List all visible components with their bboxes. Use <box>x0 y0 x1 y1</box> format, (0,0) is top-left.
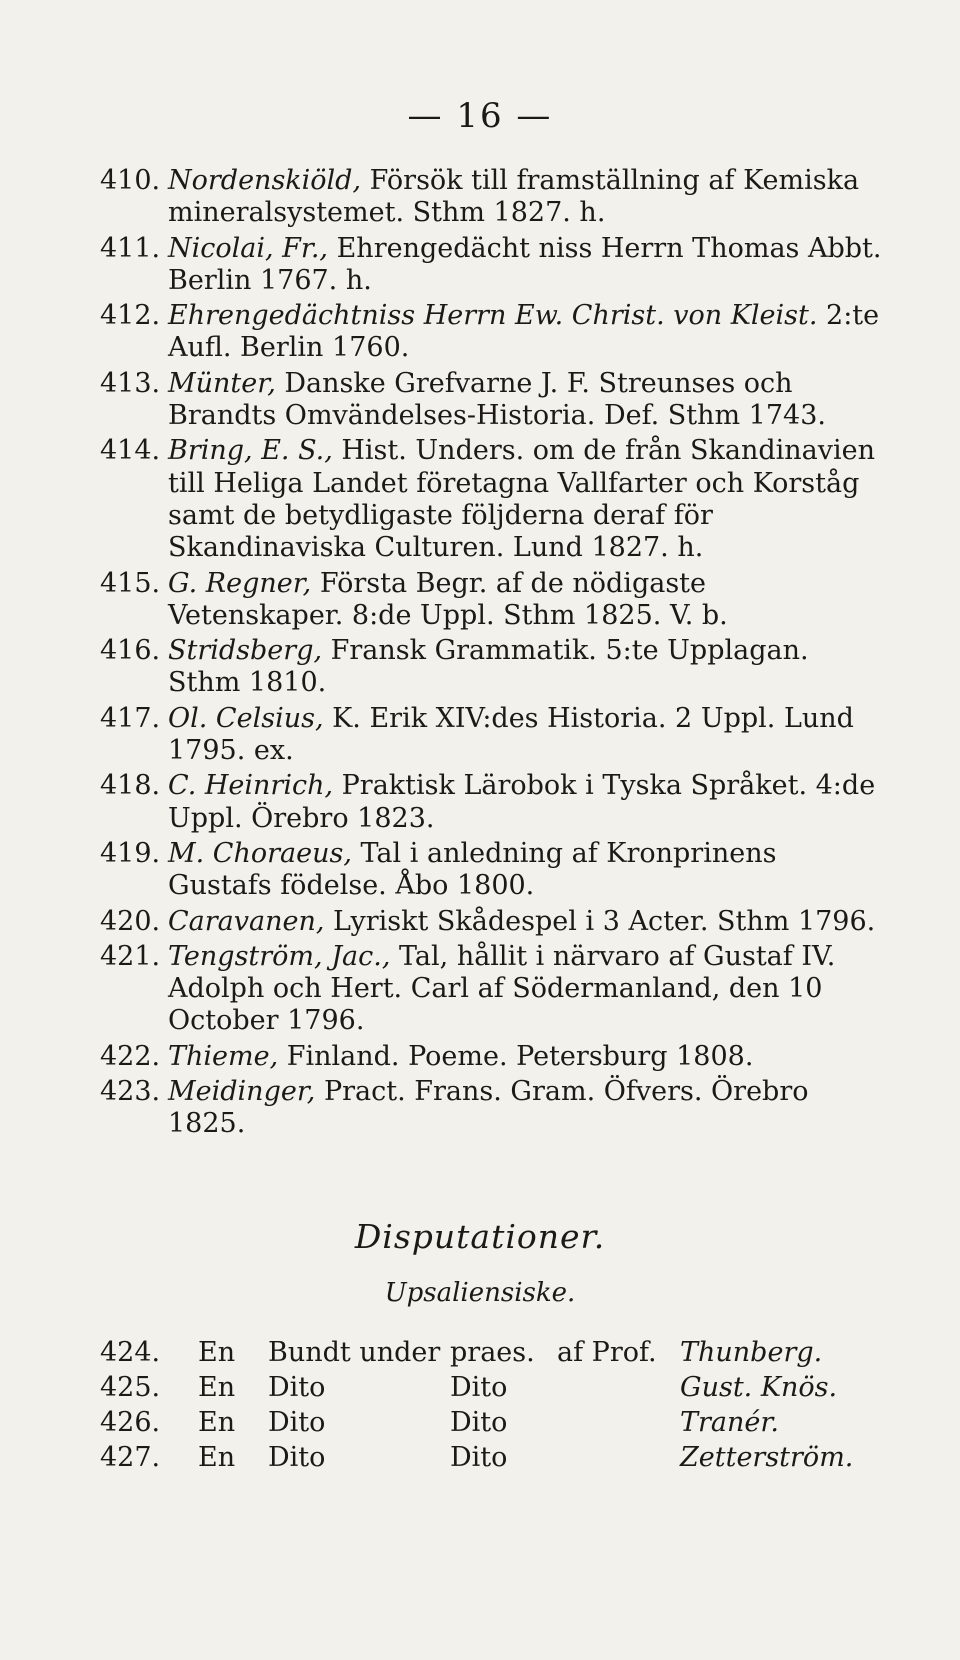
catalog-entry <box>100 1076 888 1141</box>
entry-author: Meidinger, <box>168 1076 316 1108</box>
entry-author: M. Choraeus, <box>168 837 352 869</box>
disputation-c5: Tranér. <box>680 1407 779 1438</box>
entry-text: Praktisk Lärobok i Tyska Språket. 4:de Uppl. Örebro 1823. <box>168 770 876 834</box>
catalog-entry <box>100 435 888 564</box>
entry-number: 422. <box>100 1040 161 1072</box>
catalog-entry <box>100 770 888 835</box>
entry-text: Ehrengedächt niss Herrn Thomas Abbt. Berlin 1767. h. <box>168 232 882 296</box>
entry-author: Tengström, Jac., <box>168 940 391 972</box>
entry-text: Pract. Frans. Gram. Öfvers. Örebro 1825. <box>168 1076 809 1140</box>
entry-text: Finland. Poeme. Petersburg 1808. <box>278 1040 754 1072</box>
disputation-c1: En <box>198 1337 236 1368</box>
entry-text: Danske Grefvarne J. F. Streunses och Brandts Omvändelses-Historia. Def. Sthm 1743. <box>168 367 826 432</box>
entry-text: Lyriskt Skådespel i 3 Acter. Sthm 1796. <box>324 905 876 937</box>
entry-number: 411. <box>100 232 161 264</box>
entry-number: 414. <box>100 435 161 467</box>
entry-author: Stridsberg, <box>168 635 323 667</box>
disputation-c5: Gust. Knös. <box>680 1372 838 1403</box>
catalog-entry <box>100 300 888 365</box>
entry-text: Tal, hållit i närvaro af Gustaf IV. Adolph och Hert. Carl af Södermanland, den 10 October 1796. <box>168 940 836 1037</box>
disputation-num: 425. <box>100 1372 161 1403</box>
disputation-c2: Bundt under <box>268 1337 441 1368</box>
entry-author: Thieme, <box>168 1040 279 1072</box>
disputation-c4: af Prof. <box>557 1337 657 1368</box>
entry-author: Ol. Celsius, <box>168 702 324 734</box>
catalog-entry <box>100 367 888 433</box>
disputation-num: 426. <box>100 1407 161 1438</box>
entry-number: 419. <box>100 837 161 869</box>
disputation-c1: En <box>198 1442 236 1473</box>
catalog-entry <box>100 1040 888 1073</box>
disputation-c2: Dito <box>268 1407 326 1438</box>
catalog-entry <box>100 165 888 230</box>
entry-number: 423. <box>100 1076 161 1108</box>
catalog-entry <box>100 635 888 700</box>
entry-author: Bring, E. S., <box>168 435 333 467</box>
disputation-c1: En <box>198 1407 236 1438</box>
entry-number: 420. <box>100 905 161 937</box>
disputation-c3: Dito <box>450 1407 508 1438</box>
disputation-num: 427. <box>100 1442 161 1473</box>
entry-number: 415. <box>100 567 161 599</box>
entry-number: 418. <box>100 770 161 802</box>
entry-list <box>100 165 888 1144</box>
disputation-c3: Dito <box>450 1372 508 1403</box>
catalog-entry <box>100 567 888 633</box>
disputation-c2: Dito <box>268 1372 326 1403</box>
entry-text: Försök till framställning af Kemiska mineralsystemet. Sthm 1827. h. <box>168 165 860 229</box>
entry-author: Ehrengedächtniss Herrn Ew. Christ. von Kleist. <box>168 300 818 332</box>
entry-text: Tal i anledning af Kronprinens Gustafs födelse. Åbo 1800. <box>168 837 777 902</box>
entry-author: Nordenskiöld, <box>168 165 362 196</box>
disputation-c5: Thunberg. <box>680 1337 823 1368</box>
entry-number: 421. <box>100 940 161 972</box>
entry-number: 417. <box>100 702 161 734</box>
disputation-c2: Dito <box>268 1442 326 1473</box>
catalog-entry <box>100 702 888 768</box>
disputation-c1: En <box>198 1372 236 1403</box>
section-title: Disputationer. <box>354 1217 606 1256</box>
entry-text: 2:te Aufl. Berlin 1760. <box>168 300 880 364</box>
entry-author: Nicolai, Fr., <box>168 232 329 264</box>
entry-author: Caravanen, <box>168 905 325 937</box>
entry-number: 412. <box>100 300 161 332</box>
entry-author: Münter, <box>168 367 276 399</box>
entry-author: G. Regner, <box>168 567 312 599</box>
entry-number: 410. <box>100 165 161 196</box>
entry-text: Första Begr. af de nödigaste Vetenskaper. 8:de Uppl. Sthm 1825. V. b. <box>168 567 728 631</box>
catalog-entry <box>100 940 888 1038</box>
entry-number: 413. <box>100 367 161 399</box>
disputation-c3: praes. <box>450 1337 535 1368</box>
disputation-c5: Zetterström. <box>680 1442 854 1473</box>
catalog-entry <box>100 837 888 903</box>
disputation-num: 424. <box>100 1337 161 1368</box>
entry-text: Hist. Unders. om de från Skandinavien till Heliga Landet företagna Vallfarter och Korståg samt de betydligaste följderna deraf för Skandinaviska Culturen. Lund 1827. h. <box>168 435 876 564</box>
catalog-entry <box>100 232 888 298</box>
section-subtitle: Upsaliensiske. <box>384 1278 576 1308</box>
catalog-entry <box>100 905 888 938</box>
disputation-c3: Dito <box>450 1442 508 1473</box>
page-number: — 16 — <box>407 96 553 136</box>
entry-text: K. Erik XIV:des Historia. 2 Uppl. Lund 1795. ex. <box>168 702 854 767</box>
entry-number: 416. <box>100 635 161 667</box>
entry-author: C. Heinrich, <box>168 770 334 802</box>
entry-text: Fransk Grammatik. 5:te Upplagan. Sthm 1810. <box>168 635 809 699</box>
